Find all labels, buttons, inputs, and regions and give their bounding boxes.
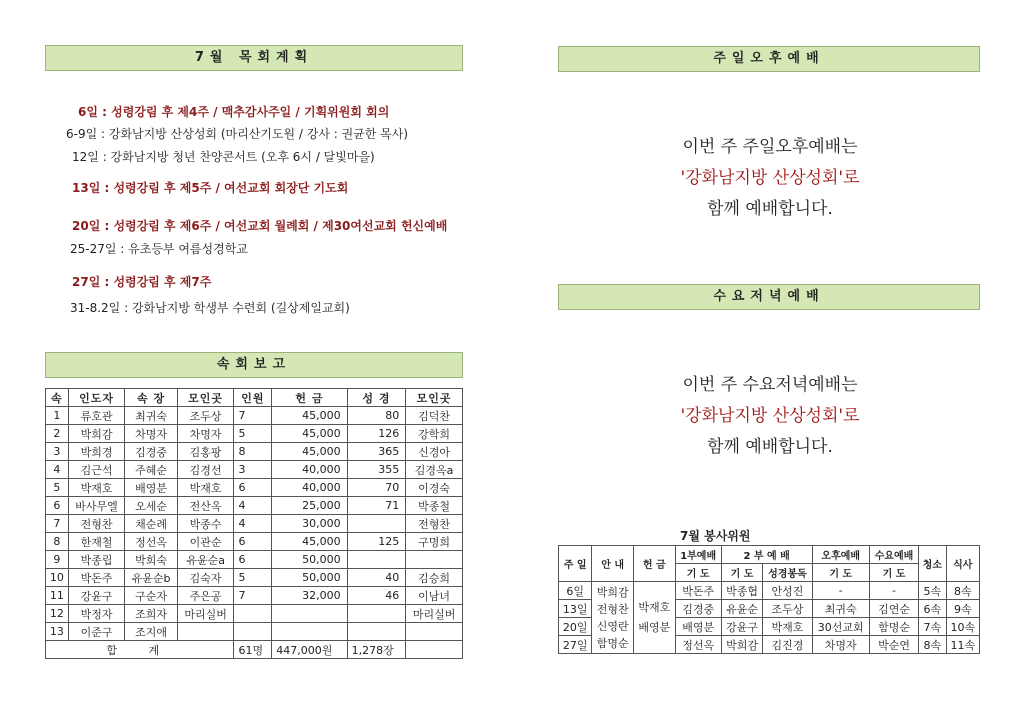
- meal-cell: 9속: [946, 600, 979, 618]
- bible-cell: 126: [347, 425, 406, 443]
- sok-number-cell: 5: [46, 479, 69, 497]
- offering-cell: 45,000: [272, 425, 347, 443]
- people-cell: 7: [234, 407, 272, 425]
- sokjang-cell: 구순자: [125, 587, 177, 605]
- next-place-cell: 김승희: [406, 569, 463, 587]
- sok-number-cell: 13: [46, 623, 69, 641]
- offering-cell: 40,000: [272, 479, 347, 497]
- meeting-place-cell: 유윤순a: [177, 551, 234, 569]
- people-cell: 6: [234, 551, 272, 569]
- leader-cell: 강윤구: [68, 587, 125, 605]
- bible-cell: [347, 515, 406, 533]
- meeting-place-cell: 주은공: [177, 587, 234, 605]
- sok-number-cell: 12: [46, 605, 69, 623]
- meeting-place-cell: 박재호: [177, 479, 234, 497]
- guide-name: 신영란: [596, 619, 629, 633]
- next-place-cell: 신경아: [406, 443, 463, 461]
- col-header: 속: [46, 389, 69, 407]
- bible-cell: 125: [347, 533, 406, 551]
- table-row: [46, 425, 463, 443]
- col-header: 인원: [234, 389, 272, 407]
- people-cell: 5: [234, 425, 272, 443]
- meeting-place-cell: 전산옥: [177, 497, 234, 515]
- sokjang-cell: 박희숙: [125, 551, 177, 569]
- meal-cell: 10속: [946, 618, 979, 636]
- sokhoe-report-header: [45, 352, 463, 378]
- sokjang-cell: 김경중: [125, 443, 177, 461]
- plan-item: 6일 : 성령강림 후 제4주 / 맥추감사주일 / 기획위원회 회의: [78, 105, 390, 119]
- guide-name: 박희감: [596, 585, 629, 599]
- bible-cell: 365: [347, 443, 406, 461]
- sunday-afternoon-message: [600, 132, 940, 225]
- offering-cell: 45,000: [272, 407, 347, 425]
- first-service-cell: 박돈주: [675, 582, 721, 600]
- clean-cell: 6속: [919, 600, 946, 618]
- col-header: 헌 금: [272, 389, 347, 407]
- sokjang-cell: 조희자: [125, 605, 177, 623]
- bible-cell: 355: [347, 461, 406, 479]
- offering-cell: 30,000: [272, 515, 347, 533]
- leader-cell: 박재호: [68, 479, 125, 497]
- next-place-cell: 이경숙: [406, 479, 463, 497]
- sok-number-cell: 11: [46, 587, 69, 605]
- col-header: 모인곳: [406, 389, 463, 407]
- wednesday-cell: 김연순: [869, 600, 918, 618]
- meeting-place-cell: 김홍팡: [177, 443, 234, 461]
- col-header: 속 장: [125, 389, 177, 407]
- col-subheader: 기 도: [869, 564, 918, 582]
- first-service-cell: 김경중: [675, 600, 721, 618]
- message-line: 이번 주 수요저녁예배는: [682, 375, 858, 395]
- guide-name: 전형찬: [596, 602, 629, 616]
- bible-cell: 80: [347, 407, 406, 425]
- meal-cell: 8속: [946, 582, 979, 600]
- sok-number-cell: 8: [46, 533, 69, 551]
- sunday-afternoon-title: 주일오후예배: [713, 51, 825, 66]
- offering-name: 배영분: [638, 620, 671, 634]
- wednesday-cell: -: [869, 582, 918, 600]
- plan-item: 12일 : 강화남지방 청년 찬양콘서트 (오후 6시 / 달빛마을): [72, 150, 375, 164]
- total-offering: 447,000원: [272, 641, 347, 659]
- offering-cell: [272, 605, 347, 623]
- col-subheader: 기 도: [675, 564, 721, 582]
- table-row: [46, 497, 463, 515]
- bible-cell: 70: [347, 479, 406, 497]
- table-row: [46, 407, 463, 425]
- sokjang-cell: 유윤순b: [125, 569, 177, 587]
- guide-name: 함명순: [596, 636, 629, 650]
- sokhoe-report-table: [45, 388, 463, 659]
- next-place-cell: 김덕찬: [406, 407, 463, 425]
- afternoon-cell: -: [812, 582, 869, 600]
- total-row: [46, 641, 463, 659]
- sunday-afternoon-header: [558, 46, 980, 72]
- leader-cell: 류호관: [68, 407, 125, 425]
- second-reading-cell: 안성진: [763, 582, 812, 600]
- first-service-cell: 정선옥: [675, 636, 721, 654]
- leader-cell: 전형찬: [68, 515, 125, 533]
- second-prayer-cell: 강윤구: [721, 618, 763, 636]
- table-row: [46, 623, 463, 641]
- table-row: [46, 533, 463, 551]
- people-cell: 4: [234, 497, 272, 515]
- bible-cell: [347, 551, 406, 569]
- meeting-place-cell: 김경선: [177, 461, 234, 479]
- second-prayer-cell: 박희감: [721, 636, 763, 654]
- offering-cell: [633, 582, 675, 654]
- people-cell: 7: [234, 587, 272, 605]
- table-header-row: [46, 389, 463, 407]
- sok-number-cell: 2: [46, 425, 69, 443]
- afternoon-cell: 차명자: [812, 636, 869, 654]
- meeting-place-cell: 박종수: [177, 515, 234, 533]
- meeting-place-cell: [177, 623, 234, 641]
- offering-cell: 32,000: [272, 587, 347, 605]
- people-cell: 5: [234, 569, 272, 587]
- plan-item: 20일 : 성령강림 후 제6주 / 여선교회 월례회 / 제30여선교회 헌신예배: [72, 219, 448, 233]
- leader-cell: 박희경: [68, 443, 125, 461]
- second-prayer-cell: 박종협: [721, 582, 763, 600]
- next-place-cell: 박종철: [406, 497, 463, 515]
- afternoon-cell: 30선교회: [812, 618, 869, 636]
- bible-cell: [347, 605, 406, 623]
- second-reading-cell: 박재호: [763, 618, 812, 636]
- people-cell: 4: [234, 515, 272, 533]
- message-line: '강화남지방 산상성회'로: [680, 406, 860, 426]
- next-place-cell: [406, 623, 463, 641]
- bible-cell: 40: [347, 569, 406, 587]
- first-service-cell: 배영분: [675, 618, 721, 636]
- col-header: 1부예배: [675, 546, 721, 564]
- col-header: 2 부 예 배: [721, 546, 812, 564]
- offering-name: 박재호: [638, 600, 671, 614]
- sokjang-cell: 조지애: [125, 623, 177, 641]
- plan-item: 6-9일 : 강화남지방 산상성회 (마리산기도원 / 강사 : 권균한 목사): [66, 127, 409, 141]
- total-label: 합 계: [46, 641, 234, 659]
- sokjang-cell: 최귀숙: [125, 407, 177, 425]
- sok-number-cell: 9: [46, 551, 69, 569]
- total-bible: 1,278장: [347, 641, 406, 659]
- sok-number-cell: 6: [46, 497, 69, 515]
- table-row: [46, 569, 463, 587]
- offering-cell: 50,000: [272, 569, 347, 587]
- table-row: [46, 479, 463, 497]
- col-header: 오후예배: [812, 546, 869, 564]
- afternoon-cell: 최귀숙: [812, 600, 869, 618]
- meeting-place-cell: 조두상: [177, 407, 234, 425]
- offering-cell: 45,000: [272, 443, 347, 461]
- leader-cell: 박정자: [68, 605, 125, 623]
- offering-cell: 45,000: [272, 533, 347, 551]
- second-reading-cell: 김진경: [763, 636, 812, 654]
- plan-item: 13일 : 성령강림 후 제5주 / 여선교회 회장단 기도회: [72, 181, 349, 195]
- next-place-cell: 구명희: [406, 533, 463, 551]
- sokjang-cell: 채순례: [125, 515, 177, 533]
- col-header: 수요예배: [869, 546, 918, 564]
- message-line: 이번 주 주일오후예배는: [682, 137, 858, 157]
- clean-cell: 7속: [919, 618, 946, 636]
- table-row: [46, 587, 463, 605]
- table-row: [46, 551, 463, 569]
- second-reading-cell: 조두상: [763, 600, 812, 618]
- meeting-place-cell: 차명자: [177, 425, 234, 443]
- week-cell: 6일: [559, 582, 592, 600]
- offering-cell: 50,000: [272, 551, 347, 569]
- sokjang-cell: 차명자: [125, 425, 177, 443]
- leader-cell: 박돈주: [68, 569, 125, 587]
- message-line: '강화남지방 산상성회'로: [680, 168, 860, 188]
- monthly-plan-title: 7월 목회계획: [194, 50, 314, 65]
- offering-cell: [272, 623, 347, 641]
- people-cell: [234, 623, 272, 641]
- bible-cell: [347, 623, 406, 641]
- col-header: 헌 금: [633, 546, 675, 582]
- guide-cell: [592, 582, 634, 654]
- col-header: 인도자: [68, 389, 125, 407]
- sok-number-cell: 1: [46, 407, 69, 425]
- monthly-plan-header: [45, 45, 463, 71]
- meeting-place-cell: 이관순: [177, 533, 234, 551]
- wednesday-evening-message: [600, 370, 940, 463]
- col-header: 모인곳: [177, 389, 234, 407]
- second-prayer-cell: 유윤순: [721, 600, 763, 618]
- next-place-cell: 마리실버: [406, 605, 463, 623]
- sokhoe-report-title: 속회보고: [216, 357, 292, 372]
- sok-number-cell: 4: [46, 461, 69, 479]
- table-header-row: [559, 546, 980, 564]
- sokjang-cell: 배영분: [125, 479, 177, 497]
- plan-item: 25-27일 : 유초등부 여름성경학교: [70, 242, 248, 256]
- bible-cell: 71: [347, 497, 406, 515]
- total-people: 61명: [234, 641, 272, 659]
- next-place-cell: 김경옥a: [406, 461, 463, 479]
- col-subheader: 기 도: [721, 564, 763, 582]
- next-place-cell: [406, 551, 463, 569]
- people-cell: 8: [234, 443, 272, 461]
- plan-item: 31-8.2일 : 강화남지방 학생부 수련회 (길상제일교회): [70, 301, 350, 315]
- sokjang-cell: 오세순: [125, 497, 177, 515]
- col-header: 안 내: [592, 546, 634, 582]
- offering-cell: 40,000: [272, 461, 347, 479]
- wednesday-cell: 박순연: [869, 636, 918, 654]
- leader-cell: 이준구: [68, 623, 125, 641]
- leader-cell: 박희감: [68, 425, 125, 443]
- sokjang-cell: 정선옥: [125, 533, 177, 551]
- wednesday-evening-header: [558, 284, 980, 310]
- leader-cell: 김근석: [68, 461, 125, 479]
- col-header: 주 일: [559, 546, 592, 582]
- col-header: 식사: [946, 546, 979, 582]
- leader-cell: 한재철: [68, 533, 125, 551]
- bible-cell: 46: [347, 587, 406, 605]
- meeting-place-cell: 김숙자: [177, 569, 234, 587]
- table-row: [559, 582, 980, 600]
- leader-cell: 박종립: [68, 551, 125, 569]
- sok-number-cell: 7: [46, 515, 69, 533]
- message-line: 함께 예배합니다.: [707, 199, 833, 219]
- message-line: 함께 예배합니다.: [707, 437, 833, 457]
- col-header: 청소: [919, 546, 946, 582]
- week-cell: 20일: [559, 618, 592, 636]
- week-cell: 13일: [559, 600, 592, 618]
- col-subheader: 성경봉독: [763, 564, 812, 582]
- people-cell: 6: [234, 479, 272, 497]
- people-cell: [234, 605, 272, 623]
- wednesday-cell: 함명순: [869, 618, 918, 636]
- next-place-cell: 이남녀: [406, 587, 463, 605]
- service-committee-title: 7월 봉사위원: [680, 529, 751, 543]
- leader-cell: 바사무엘: [68, 497, 125, 515]
- people-cell: 3: [234, 461, 272, 479]
- table-row: [46, 515, 463, 533]
- table-row: [46, 461, 463, 479]
- meal-cell: 11속: [946, 636, 979, 654]
- sok-number-cell: 3: [46, 443, 69, 461]
- table-row: [46, 443, 463, 461]
- table-row: [46, 605, 463, 623]
- next-place-cell: 강학희: [406, 425, 463, 443]
- next-place-cell: 전형찬: [406, 515, 463, 533]
- sokjang-cell: 주혜순: [125, 461, 177, 479]
- sok-number-cell: 10: [46, 569, 69, 587]
- week-cell: 27일: [559, 636, 592, 654]
- wednesday-evening-title: 수요저녁예배: [713, 289, 825, 304]
- col-header: 성 경: [347, 389, 406, 407]
- offering-cell: 25,000: [272, 497, 347, 515]
- people-cell: 6: [234, 533, 272, 551]
- clean-cell: 5속: [919, 582, 946, 600]
- service-committee-table: [558, 545, 980, 654]
- col-subheader: 기 도: [812, 564, 869, 582]
- total-empty: [406, 641, 463, 659]
- clean-cell: 8속: [919, 636, 946, 654]
- meeting-place-cell: 마리실버: [177, 605, 234, 623]
- plan-item: 27일 : 성령강림 후 제7주: [72, 275, 212, 289]
